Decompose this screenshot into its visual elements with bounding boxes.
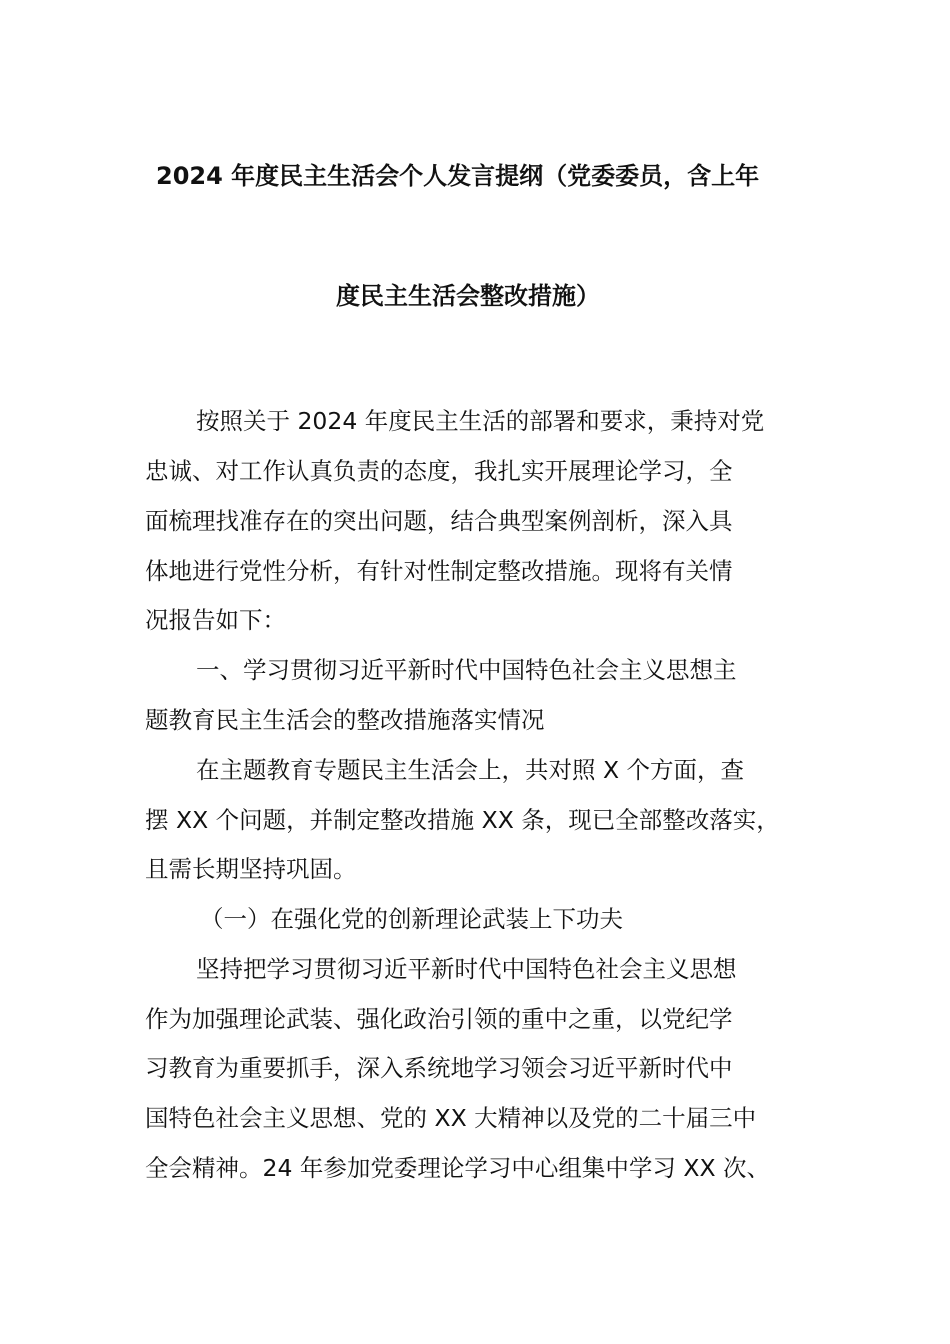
document-title-line-2: 度民主生活会整改措施） [336,282,600,310]
document-title-line-1: 2024 年度民主生活会个人发言提纲（党委委员，含上年 [156,162,760,190]
paragraph-line: 在主题教育专题民主生活会上，共对照 X 个方面，查 [196,756,745,784]
paragraph-line: 体地进行党性分析，有针对性制定整改措施。现将有关情 [145,557,733,585]
paragraph-line: 国特色社会主义思想、党的 XX 大精神以及党的二十届三中 [145,1104,757,1132]
subsection-heading: （一）在强化党的创新理论武装上下功夫 [200,905,623,933]
paragraph-line: 面梳理找准存在的突出问题，结合典型案例剖析，深入具 [145,507,733,535]
paragraph-line: 且需长期坚持巩固。 [145,855,357,883]
section-heading-line: 一、学习贯彻习近平新时代中国特色社会主义思想主 [196,656,737,684]
paragraph-line: 坚持把学习贯彻习近平新时代中国特色社会主义思想 [196,955,737,983]
paragraph-line: 摆 XX 个问题，并制定整改措施 XX 条，现已全部整改落实， [145,806,780,834]
section-heading-line: 题教育民主生活会的整改措施落实情况 [145,706,545,734]
paragraph-line: 忠诚、对工作认真负责的态度，我扎实开展理论学习，全 [145,457,733,485]
paragraph-line: 全会精神。24 年参加党委理论学习中心组集中学习 XX 次、 [145,1154,771,1182]
paragraph-line: 作为加强理论武装、强化政治引领的重中之重，以党纪学 [145,1005,733,1033]
paragraph-line: 况报告如下： [145,606,286,634]
paragraph-line: 习教育为重要抓手，深入系统地学习领会习近平新时代中 [145,1054,733,1082]
paragraph-line: 按照关于 2024 年度民主生活的部署和要求，秉持对党 [196,407,765,435]
